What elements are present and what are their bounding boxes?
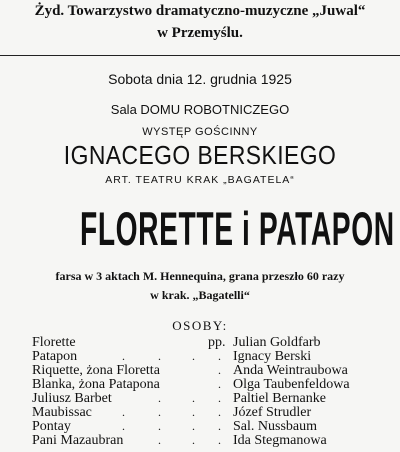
city-line: w Przemyślu. <box>157 25 243 41</box>
cast-row: Riquette, żona Floretta . Anda Weintraubowa <box>32 363 348 378</box>
cast-row: Juliusz Barbet . . . Paltiel Bernanke <box>32 391 326 406</box>
cast-role: Florette <box>32 335 76 350</box>
cast-actor: Józef Strudler <box>233 405 312 420</box>
cast-role: Pani Mazaubran <box>32 433 124 448</box>
cast-row: Pani Mazaubran . . . Ida Stegmanowa <box>32 433 327 448</box>
header-divider <box>0 55 400 56</box>
cast-role: Maubissac <box>32 405 92 420</box>
cast-role: Patapon <box>32 349 78 364</box>
guest-name: IGNACEGO BERSKIEGO <box>63 140 337 170</box>
event-venue: Sala DOMU ROBOTNICZEGO <box>110 102 290 117</box>
cast-row: Blanka, żona Patapona . Olga Taubenfeldowa <box>32 377 350 392</box>
play-description-line1: farsa w 3 aktach M. Hennequina, grana przeszło 60 razy <box>55 269 345 283</box>
cast-row: Maubissac . . . . Józef Strudler <box>32 405 312 420</box>
cast-row <box>0 335 400 350</box>
cast-role: Pontay <box>32 419 71 434</box>
cast-role: Riquette, żona Floretta <box>32 363 160 378</box>
guest-performance-label: WYSTĘP GOŚCINNY <box>142 126 258 138</box>
cast-row: Pontay . . . . Sal. Nussbaum <box>32 419 317 434</box>
cast-actor: Ignacy Berski <box>233 349 312 364</box>
cast-actor: Anda Weintraubowa <box>233 363 348 378</box>
society-line: Żyd. Towarzystwo dramatyczno-muzyczne „Juwal“ <box>34 3 366 19</box>
cast-actor: Julian Goldfarb <box>233 335 321 350</box>
cast-prefix: pp. <box>208 335 226 350</box>
play-title: FLORETTE i PATAPON <box>79 202 395 255</box>
cast-role: Blanka, żona Patapona <box>32 377 160 392</box>
cast-actor: Paltiel Bernanke <box>233 391 326 406</box>
play-description-line2: w krak. „Bagatelli“ <box>150 288 250 302</box>
event-date: Sobota dnia 12. grudnia 1925 <box>108 71 292 87</box>
cast-actor: Sal. Nussbaum <box>233 419 317 434</box>
cast-actor: Ida Stegmanowa <box>233 433 327 448</box>
guest-affiliation: ART. TEATRU KRAK „BAGATELA“ <box>105 174 295 186</box>
cast-role: Juliusz Barbet <box>32 391 112 406</box>
cast-heading: OSOBY: <box>172 318 228 333</box>
cast-actor: Olga Taubenfeldowa <box>233 377 350 392</box>
cast-row: Patapon . . . . Ignacy Berski <box>32 349 312 364</box>
